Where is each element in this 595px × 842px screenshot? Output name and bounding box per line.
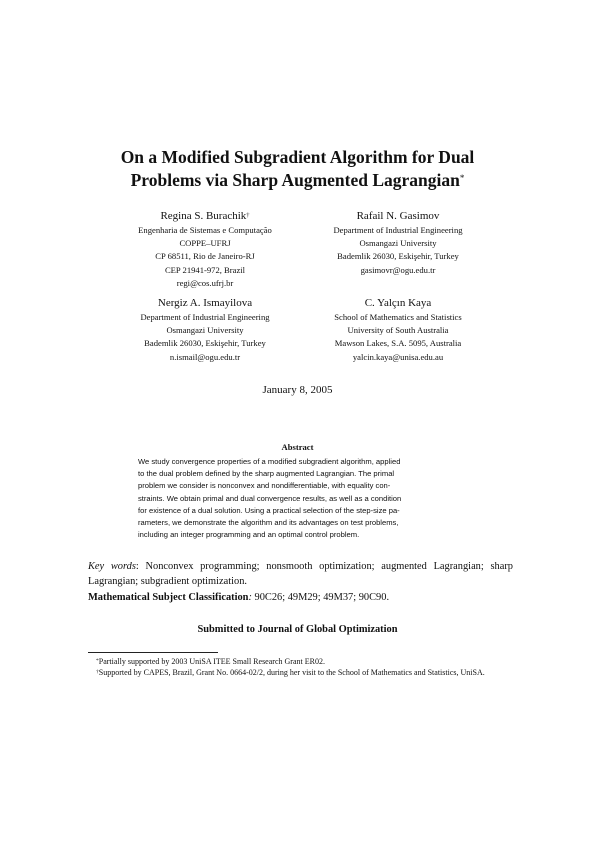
paper-title	[60, 146, 535, 192]
affiliation-line: Engenharia de Sistemas e Computação	[138, 225, 272, 235]
footnote	[88, 667, 513, 678]
abstract-line: straints. We obtain primal and dual convergence results, as well as a condition	[138, 493, 402, 503]
abstract-line: to the dual problem defined by the sharp augmented Lagrangian. The primal	[138, 469, 395, 479]
footnote-mark: *	[96, 658, 99, 664]
msc-colon: :	[248, 592, 252, 603]
affiliation-line: School of Mathematics and Statistics	[334, 312, 462, 322]
affiliation-line: Bademlik 26030, Eskişehir, Turkey	[144, 338, 266, 349]
affiliation-line: University of South Australia	[347, 325, 449, 336]
author-name: Rafail N. Gasimov	[356, 210, 440, 222]
submission-note: Submitted to Journal of Global Optimization	[197, 624, 398, 635]
affiliation-line: Mawson Lakes, S.A. 5095, Australia	[334, 338, 462, 349]
affiliation-line: COPPE–UFRJ	[179, 238, 231, 249]
footnote-divider	[88, 652, 218, 653]
title-line-1: On a Modified Subgradient Algorithm for Dual	[120, 147, 475, 167]
footnote	[88, 656, 513, 667]
affiliation-line: Department of Industrial Engineering	[140, 312, 270, 322]
author-email: regi@cos.ufrj.br	[176, 277, 234, 288]
author-name: Nergiz A. Ismayilova	[157, 297, 253, 309]
abstract-line: for existence of a dual solution. Using a practical selection of the step-size pa-	[138, 505, 400, 515]
footnote-mark: †	[96, 669, 99, 675]
author-email: n.ismail@ogu.edu.tr	[169, 351, 241, 362]
abstract-line: We study convergence properties of a modified subgradient algorithm, applied	[138, 457, 401, 466]
affiliation-line: Osmangazi University	[166, 325, 244, 336]
paper-date: January 8, 2005	[262, 384, 333, 396]
footnote-text: Supported by CAPES, Brazil, Grant No. 0664-02/2, during her visit to the School of Mathematics and Statistics, UniSA.	[98, 668, 485, 677]
author-block-kaya	[283, 296, 513, 364]
affiliation-line: CEP 21941-972, Brazil	[164, 264, 246, 275]
footnotes	[88, 656, 513, 678]
author-email: yalcin.kaya@unisa.edu.au	[352, 351, 444, 362]
keywords-label: Key words	[88, 561, 136, 572]
affiliation-line: Bademlik 26030, Eskişehir, Turkey	[337, 251, 459, 262]
abstract-line: including an integer programming and an optimal control problem.	[138, 530, 360, 540]
author-name-text: Regina S. Burachik	[160, 210, 247, 222]
subject-classification	[88, 592, 513, 603]
msc-codes: 90C26; 49M29; 49M37; 90C90.	[251, 592, 390, 603]
title-line-2-text: Problems via Sharp Augmented Lagrangian	[130, 170, 460, 190]
affiliation-line: CP 68511, Rio de Janeiro-RJ	[155, 251, 255, 262]
keywords	[88, 559, 513, 589]
affiliation-line: Department of Industrial Engineering	[333, 225, 463, 235]
msc-label: Mathematical Subject Classification	[88, 592, 249, 603]
author-block-gasimov	[283, 209, 513, 277]
affiliation-line: Osmangazi University	[359, 238, 437, 249]
abstract-line: rameters, we demonstrate the algorithm and its advantages on test problems,	[138, 518, 399, 528]
author-footnote-mark: †	[246, 212, 250, 219]
footnote-text: Partially supported by 2003 UniSA ITEE Small Research Grant ER02.	[98, 657, 325, 666]
abstract-heading: Abstract	[281, 442, 314, 452]
keywords-text: : Nonconvex programming; nonsmooth optimization; augmented Lagrangian; sharp Lagrangian; subgradient optimization.	[88, 561, 513, 587]
author-email: gasimovr@ogu.edu.tr	[360, 264, 436, 275]
author-name: C. Yalçın Kaya	[364, 297, 432, 309]
title-footnote-mark: *	[459, 173, 465, 183]
title-line-2	[60, 169, 535, 192]
abstract-body	[138, 456, 462, 541]
abstract-line: problem we consider is nonconvex and nondifferentiable, with equality con-	[138, 481, 391, 491]
